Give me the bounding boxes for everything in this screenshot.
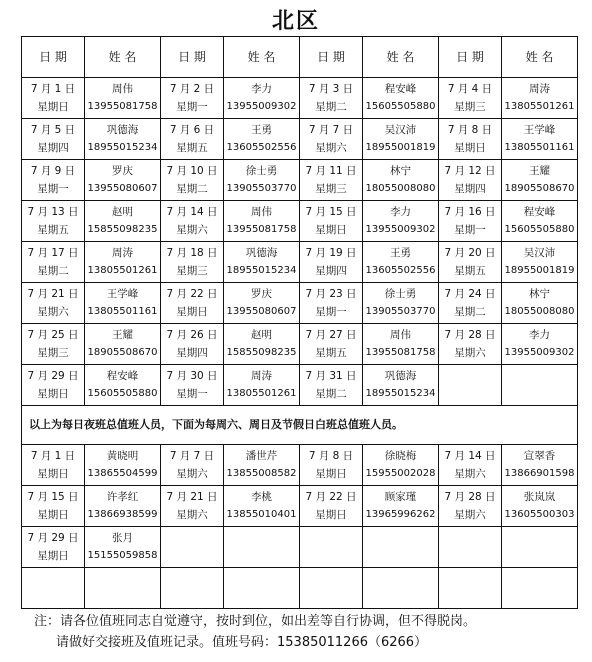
date-text: 7 月 11 日 [305,165,357,177]
date-cell [161,445,224,486]
date-text: 7 月 26 日 [166,329,218,341]
date-text: 7 月 19 日 [305,247,357,259]
person-name: 周涛 [251,370,272,382]
person-name: 李力 [529,329,550,341]
date-cell [22,78,85,119]
weekday-text: 星期日 [454,142,486,154]
schedule-row [22,201,578,242]
date-cell [300,486,363,527]
name-cell [224,160,300,201]
date-cell [300,283,363,324]
weekday-text: 星期一 [176,388,208,400]
name-cell [85,527,161,568]
weekday-text: 星期二 [454,306,486,318]
schedule-row [22,365,578,406]
date-text: 7 月 21 日 [27,288,79,300]
name-cell [502,119,578,160]
date-text: 7 月 21 日 [166,491,218,503]
phone-number: 13866901598 [504,468,575,479]
weekday-text: 星期四 [37,142,69,154]
name-cell [224,445,300,486]
date-cell [439,445,502,486]
person-name: 赵明 [251,329,272,341]
phone-number: 13955080607 [87,183,158,194]
date-cell [439,119,502,160]
date-text: 7 月 15 日 [27,491,79,503]
weekday-text: 星期日 [315,468,347,480]
date-text: 7 月 8 日 [447,124,493,136]
date-text: 7 月 5 日 [30,124,76,136]
person-name: 李桃 [251,491,272,503]
date-cell [439,568,502,609]
phone-number: 13805501161 [87,306,158,317]
date-cell [300,445,363,486]
weekday-text: 星期日 [315,224,347,236]
header-name: 姓 名 [502,37,578,78]
person-name: 张岚岚 [523,491,556,503]
header-name: 姓 名 [85,37,161,78]
phone-number: 13955009302 [226,101,297,112]
weekday-text: 星期日 [176,306,208,318]
date-cell [22,486,85,527]
date-text: 7 月 23 日 [305,288,357,300]
person-name: 程安峰 [106,370,139,382]
name-cell [502,486,578,527]
weekday-text: 星期三 [315,183,347,195]
person-name: 王耀 [529,165,550,177]
date-cell [439,486,502,527]
name-cell [224,486,300,527]
person-name: 林宁 [390,165,411,177]
weekday-text: 星期三 [454,101,486,113]
phone-number: 15155059858 [87,550,158,561]
phone-number: 13955009302 [504,347,575,358]
date-cell [300,568,363,609]
phone-number: 18055008080 [365,183,436,194]
weekend-row [22,527,578,568]
date-cell [300,160,363,201]
phone-number: 18955015234 [365,388,436,399]
date-text: 7 月 12 日 [444,165,496,177]
phone-number: 18905508670 [504,183,575,194]
date-text: 7 月 7 日 [308,124,354,136]
date-cell [22,527,85,568]
phone-number: 13866938599 [87,509,158,520]
phone-number: 18055008080 [504,306,575,317]
date-text: 7 月 6 日 [169,124,215,136]
date-cell [439,283,502,324]
phone-number: 13905503770 [226,183,297,194]
date-cell [161,283,224,324]
name-cell [363,78,439,119]
date-text: 7 月 15 日 [305,206,357,218]
date-cell [300,78,363,119]
date-text: 7 月 2 日 [169,83,215,95]
name-cell [85,201,161,242]
phone-number: 13955080607 [226,306,297,317]
date-text: 7 月 28 日 [444,329,496,341]
header-name: 姓 名 [363,37,439,78]
name-cell [85,160,161,201]
name-cell [363,486,439,527]
date-cell [161,160,224,201]
weekday-text: 星期二 [176,183,208,195]
weekday-text: 星期四 [454,183,486,195]
date-text: 7 月 4 日 [447,83,493,95]
date-cell [439,242,502,283]
weekday-text: 星期六 [454,468,486,480]
date-text: 7 月 14 日 [444,450,496,462]
name-cell [85,78,161,119]
weekend-row [22,568,578,609]
date-cell [22,242,85,283]
weekday-text: 星期一 [454,224,486,236]
weekday-text: 星期五 [315,347,347,359]
date-cell [161,486,224,527]
date-cell [161,568,224,609]
person-name: 巩德海 [106,124,139,136]
phone-number: 18955015234 [226,265,297,276]
date-cell [22,119,85,160]
phone-number: 13805501261 [87,265,158,276]
weekday-text: 星期三 [37,347,69,359]
name-cell [502,78,578,119]
name-cell [224,527,300,568]
weekend-row [22,486,578,527]
page-title: 北区 [271,9,320,34]
header-date: 日 期 [300,37,363,78]
person-name: 赵明 [112,206,133,218]
date-text: 7 月 29 日 [27,532,79,544]
schedule-row [22,283,578,324]
person-name: 罗庆 [251,288,272,300]
name-cell [363,324,439,365]
date-cell [161,242,224,283]
person-name: 张月 [112,532,133,544]
person-name: 顾家瑾 [384,491,417,503]
date-text: 7 月 7 日 [169,450,215,462]
date-text: 7 月 28 日 [444,491,496,503]
phone-number: 13805501161 [504,142,575,153]
phone-number: 15855098235 [87,224,158,235]
date-cell [22,160,85,201]
phone-number: 13965996262 [365,509,436,520]
phone-number: 13955081758 [226,224,297,235]
name-cell [363,160,439,201]
person-name: 李力 [251,83,272,95]
note-row [22,406,578,445]
weekday-text: 星期五 [454,265,486,277]
footer-note [34,611,476,653]
phone-number: 15605505880 [504,224,575,235]
person-name: 吴汉沛 [384,124,417,136]
person-name: 林宁 [529,288,550,300]
schedule-row [22,119,578,160]
name-cell [502,283,578,324]
name-cell [363,527,439,568]
date-text: 7 月 30 日 [166,370,218,382]
person-name: 许孝红 [106,491,139,503]
date-text: 7 月 31 日 [305,370,357,382]
name-cell [363,242,439,283]
date-text: 7 月 10 日 [166,165,218,177]
weekday-text: 星期二 [315,388,347,400]
date-cell [161,365,224,406]
person-name: 巩德海 [245,247,278,259]
person-name: 罗庆 [112,165,133,177]
name-cell [363,119,439,160]
phone-number: 13605502556 [365,265,436,276]
weekday-text: 星期日 [37,550,69,562]
weekday-text: 星期二 [37,265,69,277]
phone-number: 13605502556 [226,142,297,153]
date-text: 7 月 29 日 [27,370,79,382]
phone-number: 15605505880 [87,388,158,399]
phone-number: 15855098235 [226,347,297,358]
person-name: 徐晓梅 [384,450,417,462]
date-cell [300,324,363,365]
name-cell [224,568,300,609]
date-cell [300,119,363,160]
date-text: 7 月 1 日 [30,83,76,95]
phone-number: 13955009302 [365,224,436,235]
header-row [22,37,578,78]
phone-number: 15605505880 [365,101,436,112]
weekday-text: 星期六 [315,142,347,154]
phone-number: 13855010401 [226,509,297,520]
weekday-text: 星期三 [176,265,208,277]
schedule-row [22,160,578,201]
date-text: 7 月 13 日 [27,206,79,218]
weekday-text: 星期四 [315,265,347,277]
person-name: 巩德海 [384,370,417,382]
name-cell [502,324,578,365]
weekday-text: 星期六 [454,347,486,359]
person-name: 周伟 [251,206,272,218]
name-cell [224,324,300,365]
weekday-text: 星期六 [37,306,69,318]
weekday-text: 星期四 [176,347,208,359]
schedule-row [22,242,578,283]
date-cell [22,445,85,486]
date-text: 7 月 9 日 [30,165,76,177]
date-cell [439,160,502,201]
date-cell [22,324,85,365]
date-text: 7 月 17 日 [27,247,79,259]
weekday-text: 星期二 [315,101,347,113]
name-cell [224,201,300,242]
weekday-text: 星期一 [315,306,347,318]
date-cell [439,324,502,365]
person-name: 王耀 [112,329,133,341]
date-cell [439,78,502,119]
name-cell [363,201,439,242]
date-cell [300,201,363,242]
name-cell [85,242,161,283]
person-name: 周伟 [390,329,411,341]
date-cell [22,283,85,324]
date-cell [22,568,85,609]
duty-roster-table [21,36,578,609]
weekday-text: 星期六 [176,224,208,236]
name-cell [363,365,439,406]
date-cell [300,365,363,406]
person-name: 周伟 [112,83,133,95]
name-cell [85,324,161,365]
footer-line-2: 请做好交接班及值班记录。值班号码：15385011266（6266） [56,635,428,650]
name-cell [85,283,161,324]
date-cell [161,78,224,119]
person-name: 徐士勇 [245,165,278,177]
schedule-row [22,324,578,365]
weekday-text: 星期一 [176,101,208,113]
name-cell [224,242,300,283]
weekday-text: 星期日 [315,509,347,521]
date-cell [300,242,363,283]
name-cell [502,568,578,609]
person-name: 宣翠香 [523,450,556,462]
person-name: 程安峰 [384,83,417,95]
date-text: 7 月 3 日 [308,83,354,95]
schedule-row [22,78,578,119]
phone-number: 13805501261 [504,101,575,112]
person-name: 李力 [390,206,411,218]
weekday-text: 星期日 [37,101,69,113]
date-text: 7 月 1 日 [30,450,76,462]
phone-number: 13955081758 [87,101,158,112]
date-text: 7 月 27 日 [305,329,357,341]
person-name: 王学峰 [523,124,556,136]
phone-number: 18955001819 [504,265,575,276]
name-cell [85,119,161,160]
date-text: 7 月 22 日 [166,288,218,300]
phone-number: 13955081758 [365,347,436,358]
phone-number: 18955001819 [365,142,436,153]
name-cell [224,78,300,119]
name-cell [502,527,578,568]
weekday-text: 星期日 [37,468,69,480]
weekday-text: 星期五 [37,224,69,236]
date-cell [22,201,85,242]
person-name: 王勇 [251,124,272,136]
person-name: 吴汉沛 [523,247,556,259]
note-text: 以上为每日夜班总值班人员，下面为每周六、周日及节假日白班总值班人员。 [22,406,578,445]
phone-number: 13905503770 [365,306,436,317]
header-name: 姓 名 [224,37,300,78]
name-cell [363,283,439,324]
date-text: 7 月 24 日 [444,288,496,300]
date-text: 7 月 14 日 [166,206,218,218]
person-name: 周涛 [529,83,550,95]
date-text: 7 月 25 日 [27,329,79,341]
date-cell [439,527,502,568]
phone-number: 13865504599 [87,468,158,479]
date-text: 7 月 16 日 [444,206,496,218]
header-date: 日 期 [161,37,224,78]
name-cell [363,568,439,609]
person-name: 徐士勇 [384,288,417,300]
weekday-text: 星期一 [37,183,69,195]
date-text: 7 月 22 日 [305,491,357,503]
name-cell [502,201,578,242]
name-cell [502,242,578,283]
header-date: 日 期 [439,37,502,78]
name-cell [85,486,161,527]
phone-number: 18955015234 [87,142,158,153]
phone-number: 13605500303 [504,509,575,520]
date-cell [439,365,502,406]
name-cell [224,119,300,160]
footer-line-1: 注：请各位值班同志自觉遵守，按时到位，如出差等自行协调，但不得脱岗。 [34,614,477,629]
phone-number: 15955002028 [365,468,436,479]
name-cell [85,445,161,486]
date-cell [439,201,502,242]
name-cell [224,365,300,406]
name-cell [363,445,439,486]
header-date: 日 期 [22,37,85,78]
weekday-text: 星期五 [176,142,208,154]
weekday-text: 星期六 [176,509,208,521]
phone-number: 18905508670 [87,347,158,358]
phone-number: 13855008582 [226,468,297,479]
date-cell [161,324,224,365]
weekday-text: 星期日 [37,509,69,521]
date-cell [300,527,363,568]
name-cell [85,568,161,609]
date-cell [161,201,224,242]
weekday-text: 星期六 [176,468,208,480]
date-cell [22,365,85,406]
person-name: 程安峰 [523,206,556,218]
weekend-row [22,445,578,486]
name-cell [85,365,161,406]
date-text: 7 月 8 日 [308,450,354,462]
name-cell [502,365,578,406]
name-cell [502,445,578,486]
person-name: 黄晓明 [106,450,139,462]
person-name: 周涛 [112,247,133,259]
date-cell [161,527,224,568]
person-name: 王学峰 [106,288,139,300]
person-name: 王勇 [390,247,411,259]
name-cell [502,160,578,201]
person-name: 潘世芹 [245,450,278,462]
date-text: 7 月 20 日 [444,247,496,259]
date-cell [161,119,224,160]
name-cell [224,283,300,324]
phone-number: 13805501261 [226,388,297,399]
weekday-text: 星期六 [454,509,486,521]
date-text: 7 月 18 日 [166,247,218,259]
weekday-text: 星期日 [37,388,69,400]
